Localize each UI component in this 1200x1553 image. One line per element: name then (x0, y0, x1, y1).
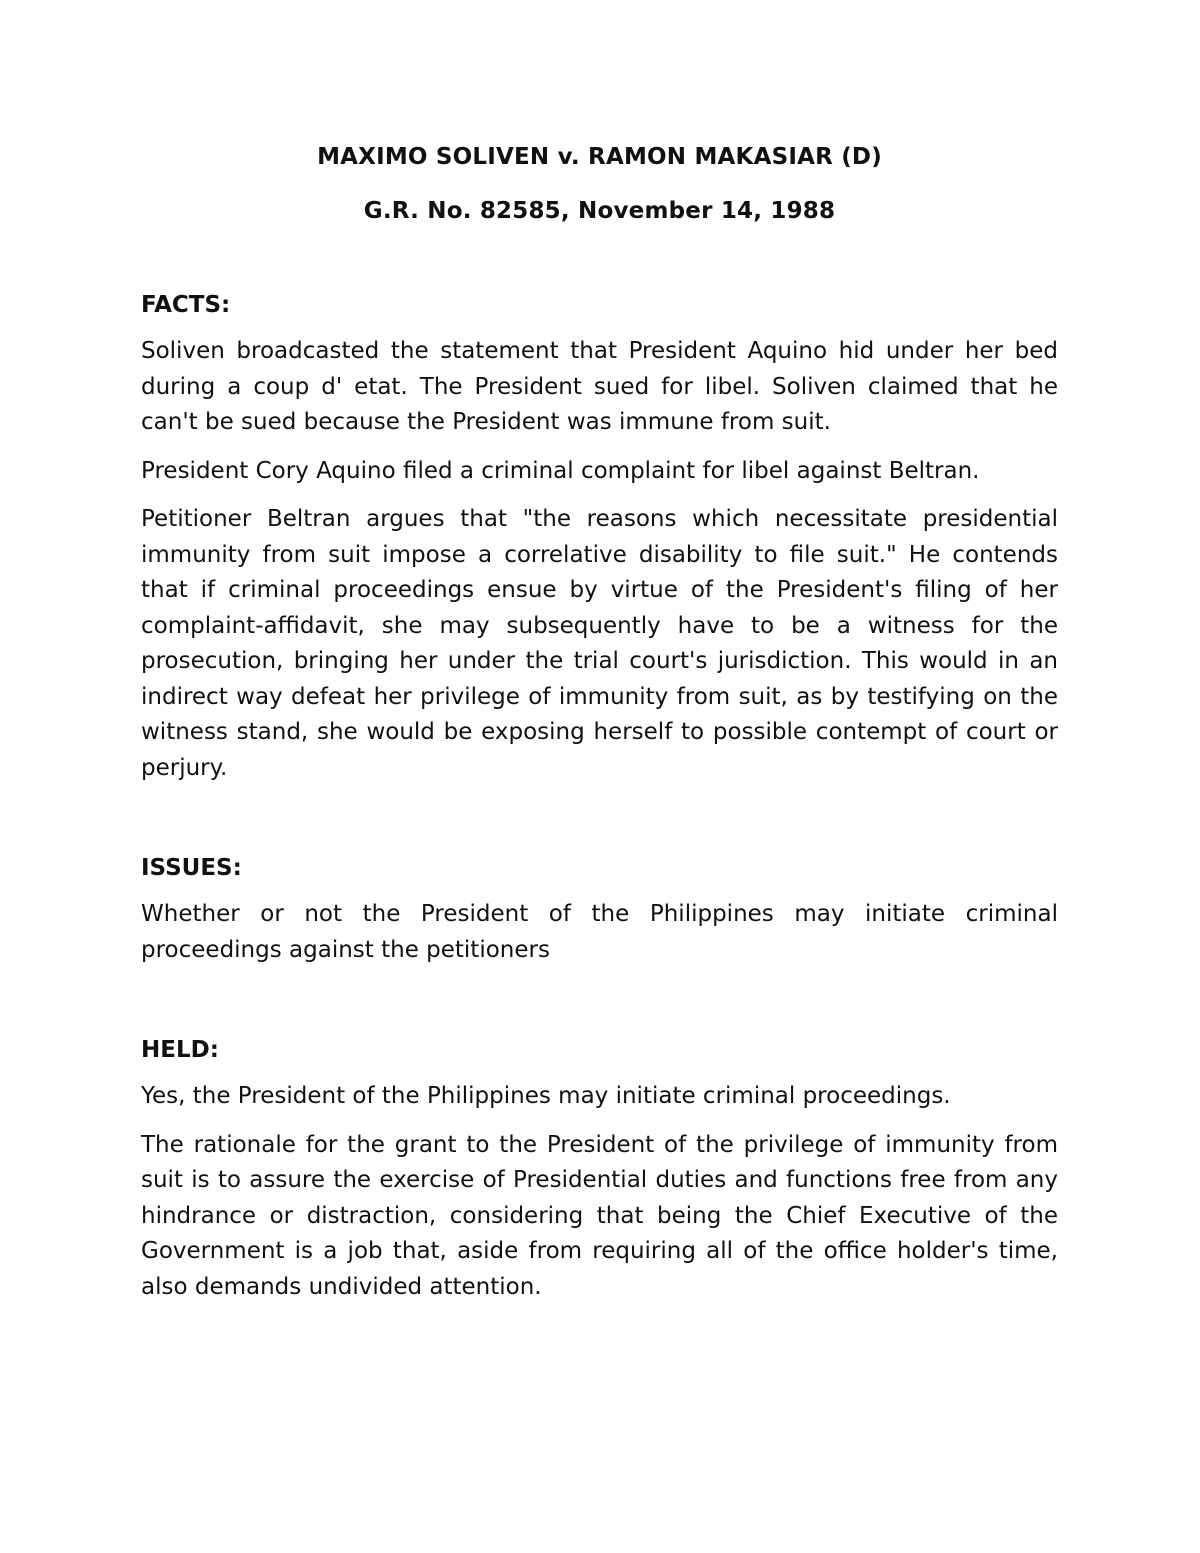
held-paragraph: The rationale for the grant to the President of the privilege of immunity from suit is to assure the exercise of Presidential duties and functions free from any hindrance or distraction, considering that being the Chief Executive of the Government is a job that, aside from requiring all of the office holder's time, also demands undivided attention. (141, 1131, 1058, 1300)
held-paragraph: Yes, the President of the Philippines may initiate criminal proceedings. (141, 1083, 951, 1109)
facts-paragraph: Petitioner Beltran argues that "the reasons which necessitate presidential immunity from suit impose a correlative disability to file suit." He contends that if criminal proceedings ensue by virtue of the President's filing of her complaint-affidavit, she may subsequently have to be a witness for the prosecution, bringing her under the trial court's jurisdiction. This would in an indirect way defeat her privilege of immunity from suit, as by testifying on the witness stand, she would be exposing herself to possible contempt of court or perjury. (141, 506, 1058, 781)
issues-paragraph: Whether or not the President of the Philippines may initiate criminal proceedings against the petitioners (141, 901, 1058, 963)
held-heading: HELD: (141, 1037, 219, 1063)
facts-text (141, 334, 1058, 786)
facts-section (141, 288, 1058, 786)
document-body (141, 140, 1058, 1305)
held-text (141, 1079, 1058, 1305)
facts-heading: FACTS: (141, 292, 231, 318)
facts-paragraph: President Cory Aquino filed a criminal complaint for libel against Beltran. (141, 457, 980, 484)
case-citation: G.R. No. 82585, November 14, 1988 (363, 198, 836, 224)
issues-section (141, 851, 1058, 968)
facts-paragraph: Soliven broadcasted the statement that President Aquino hid under her bed during a coup d' etat. The President sued for libel. Soliven claimed that he can't be sued because the President was immune from suit. (141, 338, 1058, 435)
issues-heading: ISSUES: (141, 855, 242, 881)
held-section (141, 1033, 1058, 1305)
case-title: MAXIMO SOLIVEN v. RAMON MAKASIAR (D) (317, 144, 882, 170)
issues-text (141, 897, 1058, 968)
